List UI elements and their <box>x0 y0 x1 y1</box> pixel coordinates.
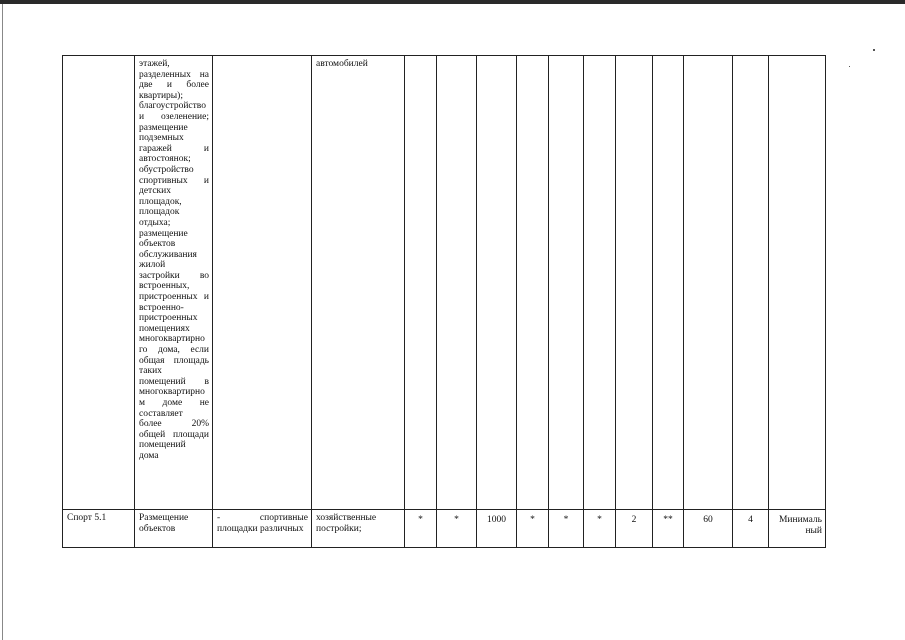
cell-value: 1000 <box>477 510 517 548</box>
cell-code-empty <box>63 56 135 510</box>
description-line: многоквартирно <box>139 387 205 398</box>
description-line: квартиры); <box>139 90 183 101</box>
description-line: го дома, если <box>139 345 209 356</box>
description-line: обустройство <box>139 164 194 175</box>
description-line: площадок, <box>139 196 182 207</box>
cell-empty <box>684 56 733 510</box>
scan-speck <box>849 66 850 67</box>
description-line: помещений в <box>139 376 209 387</box>
description-line: объектов <box>139 239 176 250</box>
cell-value: * <box>437 510 477 548</box>
cell-empty <box>437 56 477 510</box>
cell-use-name <box>135 510 213 548</box>
description-line: размещение <box>139 228 188 239</box>
description-line: общая площадь <box>139 355 209 366</box>
description-line: гаражей и <box>139 143 209 154</box>
description-line: обслуживания <box>139 249 197 260</box>
cell-empty <box>405 56 437 510</box>
description-line: отдыха; <box>139 217 171 228</box>
description-line: площадок <box>139 207 180 218</box>
description-line: м доме не <box>139 398 209 408</box>
cell-last <box>769 510 826 548</box>
description-line: и озеленение; <box>139 111 209 122</box>
cell-value: 4 <box>733 510 769 548</box>
description-line: дома <box>139 450 159 461</box>
description-line: жилой <box>139 260 166 271</box>
conditional-use-text: автомобилей <box>316 59 368 69</box>
cell-empty <box>616 56 653 510</box>
cell-empty <box>584 56 616 510</box>
cell-permitted-use-description <box>135 56 213 510</box>
description-line: две и более <box>139 80 209 91</box>
conditional-use-sport-text: хозяйственные постройки; <box>316 513 377 534</box>
description-line: автостоянок; <box>139 154 191 165</box>
scan-speck <box>873 49 875 51</box>
description-line: пристроенных <box>139 313 198 324</box>
description-line: встроенных, <box>139 281 190 292</box>
zone-code-text: Спорт 5.1 <box>67 513 107 523</box>
cell-conditional-use <box>312 56 405 510</box>
cell-main-use <box>213 510 312 548</box>
page-left-border <box>2 4 3 640</box>
last-line-1: Минималь <box>778 515 822 525</box>
zoning-regulations-table <box>62 55 826 548</box>
cell-empty <box>653 56 684 510</box>
cell-value: * <box>405 510 437 548</box>
description-line: встроенно- <box>139 302 184 313</box>
cell-value: ** <box>653 510 684 548</box>
description-line: общей площади <box>139 429 209 440</box>
description-line: размещение <box>139 122 188 133</box>
cell-zone-code <box>63 510 135 548</box>
description-line: застройки во <box>139 270 209 281</box>
table-row-continuation <box>63 56 826 510</box>
page-top-border <box>0 0 905 4</box>
cell-empty <box>477 56 517 510</box>
cell-empty <box>769 56 826 510</box>
description-line: помещений <box>139 440 186 451</box>
cell-value: 60 <box>684 510 733 548</box>
description-line: благоустройство <box>139 101 206 112</box>
cell-main-use-empty <box>213 56 312 510</box>
description-line: пристроенных и <box>139 292 209 303</box>
description-line: подземных <box>139 133 184 144</box>
main-use-line-1: - спортивные <box>217 513 308 523</box>
cell-empty <box>733 56 769 510</box>
use-name-line-2: объектов <box>139 523 176 534</box>
description-line: спортивных и <box>139 175 209 186</box>
description-line: детских <box>139 186 171 197</box>
cell-empty <box>549 56 584 510</box>
description-line: разделенных на <box>139 69 209 80</box>
description-line: многоквартирно <box>139 334 205 345</box>
description-line: таких <box>139 366 162 377</box>
description-line: этажей, <box>139 59 170 69</box>
cell-value: 2 <box>616 510 653 548</box>
cell-value: * <box>517 510 549 548</box>
cell-value: * <box>584 510 616 548</box>
description-lines <box>139 59 209 462</box>
cell-value: * <box>549 510 584 548</box>
description-line: более 20% <box>139 419 209 430</box>
description-line: помещениях <box>139 323 190 334</box>
description-line: составляет <box>139 408 183 419</box>
table-row-sport <box>63 510 826 548</box>
last-line-2: ный <box>805 525 822 536</box>
cell-empty <box>517 56 549 510</box>
cell-conditional-use-sport <box>312 510 405 548</box>
main-use-line-2: площадки различных <box>217 523 304 534</box>
use-name-line-1: Размещение <box>139 513 189 523</box>
